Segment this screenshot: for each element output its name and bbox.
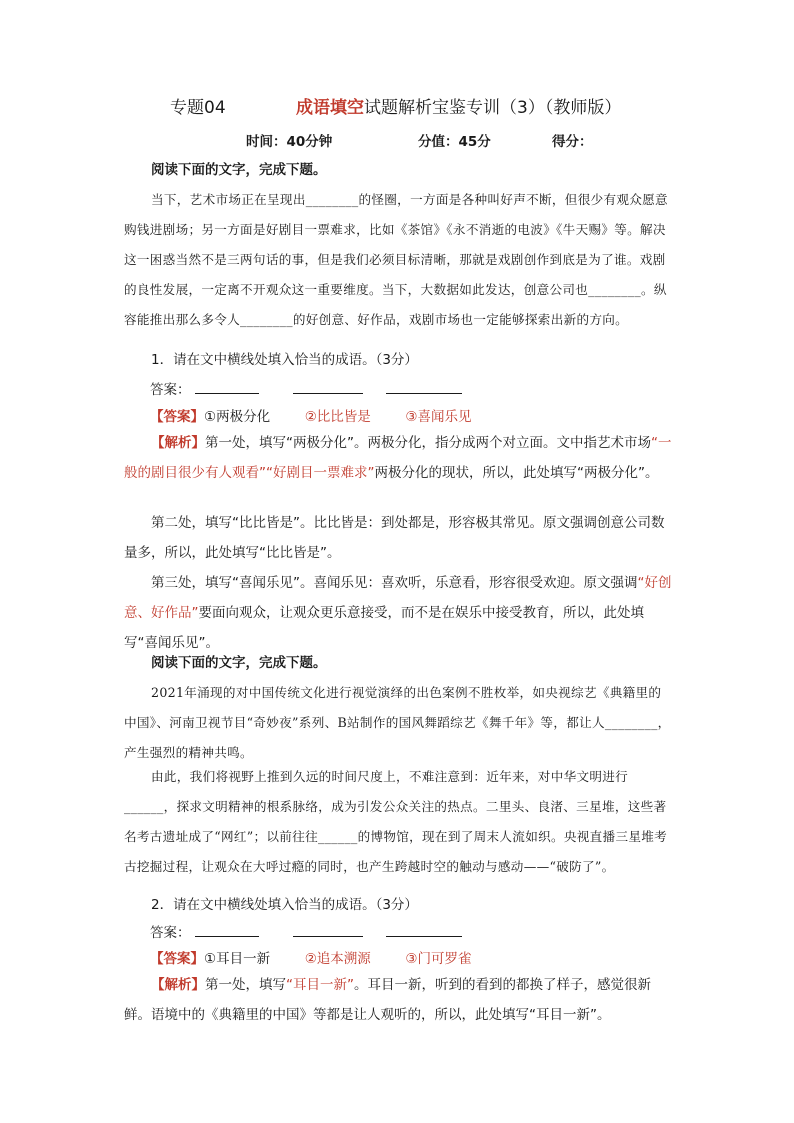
section1-analysis-3: 第三处，填写“喜闻乐见”。喜闻乐见：喜欢听，乐意看，形容很受欢迎。原文强调“好创意、好作品”要面向观众，让观众更乐意接受，而不是在娱乐中接受教育，所以，此处填写“喜闻乐见”。 — [124, 575, 672, 651]
time-label: 时间：40分钟 — [246, 134, 333, 150]
topic-number: 专题04 — [170, 98, 226, 118]
answer-key-label: 【答案】 — [150, 409, 204, 425]
answer-key-2: ②比比皆是 — [304, 409, 371, 425]
analysis-quote: “好创意、好作品” — [124, 575, 672, 621]
answer-blank-3 — [386, 918, 462, 937]
document-title — [170, 96, 690, 120]
section2-question: 2．请在文中横线处填入恰当的成语。（3分） — [151, 897, 418, 913]
section1-passage: 当下，艺术市场正在呈现出________的怪圈，一方面是各种叫好声不断，但很少有观众愿意购钱进剧场；另一方面是好剧目一票难求，比如《茶馆》《永不消逝的电波》《牛天赐》等。解决这一困惑当然不是三两句话的事，但是我们必须目标清晰，那就是戏剧创作到底是为了谁。戏剧的良性发展，一定离不开观众这一重要维度。当下，大数据如此发达，创意公司也________。纵容能推出那么多令人________的好创意、好作品，戏剧市场也一定能够探索出新的方向。 — [124, 192, 668, 327]
section1-analysis-2: 第二处，填写“比比皆是”。比比皆是：到处都是，形容极其常见。原文强调创意公司数量多，所以，此处填写“比比皆是”。 — [124, 515, 665, 561]
section1-instruction: 阅读下面的文字，完成下题。 — [151, 162, 327, 178]
answer-key-label: 【答案】 — [150, 951, 204, 967]
answer-blank-2 — [293, 375, 363, 394]
answer-blank-1 — [195, 375, 259, 394]
section2-analysis-1: 【解析】第一处，填写“耳目一新”。耳目一新，听到的看到的都换了样子，感觉很新鲜。语境中的《典籍里的中国》等都是让人观听的，所以，此处填写“耳目一新”。 — [124, 977, 651, 1023]
analysis-quote: “耳目一新” — [286, 977, 354, 993]
answer-key-1: ①两极分化 — [204, 409, 271, 425]
section1-question: 1．请在文中横线处填入恰当的成语。（3分） — [151, 352, 418, 368]
section2-passage-2: 由此，我们将视野上推到久远的时间尺度上，不难注意到：近年来，对中华文明进行______，探求文明精神的根系脉络，成为引发公众关注的热点。二里头、良渚、三星堆，这些著名考古遗址成了“网红”；以前往往______的博物馆，现在到了周末人流如织。央视直播三星堆考古挖掘过程，让观众在大呼过瘾的同时，也产生跨越时空的触动与感动——“破防了”。 — [124, 769, 668, 874]
answer-key-1: ①耳目一新 — [204, 951, 271, 967]
answer-label: 答案： — [150, 382, 191, 398]
section1-answer-blanks — [150, 375, 550, 405]
analysis-label: 【解析】 — [151, 977, 205, 993]
answer-key-3: ③喜闻乐见 — [405, 409, 472, 425]
answer-label: 答案： — [150, 925, 191, 941]
answer-key-2: ②追本溯源 — [304, 951, 371, 967]
score-got-label: 得分： — [552, 134, 593, 150]
answer-blank-1 — [195, 918, 259, 937]
analysis-label: 【解析】 — [151, 435, 205, 451]
analysis-quote: “一般的剧目很少有人观看”“好剧目一票难求” — [124, 435, 672, 481]
answer-key-3: ③门可罗雀 — [405, 951, 472, 967]
answer-blank-3 — [386, 375, 462, 394]
answer-blank-2 — [293, 918, 363, 937]
score-total-label: 分值：45分 — [418, 134, 491, 150]
section2-passage-1: 2021年涌现的对中国传统文化进行视觉演绎的出色案例不胜枚举，如央视综艺《典籍里的中国》、河南卫视节目“奇妙夜”系列、B站制作的国风舞蹈综艺《舞千年》等，都让人________，产生强烈的精神共鸣。 — [124, 685, 671, 760]
section1-analysis-1: 【解析】第一处，填写“两极分化”。两极分化，指分成两个对立面。文中指艺术市场“一般的剧目很少有人观看”“好剧目一票难求”两极分化的现状，所以，此处填写“两极分化”。 — [124, 435, 672, 481]
title-rest: 试题解析宝鉴专训（3）（教师版） — [364, 98, 622, 118]
section2-instruction: 阅读下面的文字，完成下题。 — [151, 655, 327, 671]
title-highlight: 成语填空 — [296, 98, 364, 118]
